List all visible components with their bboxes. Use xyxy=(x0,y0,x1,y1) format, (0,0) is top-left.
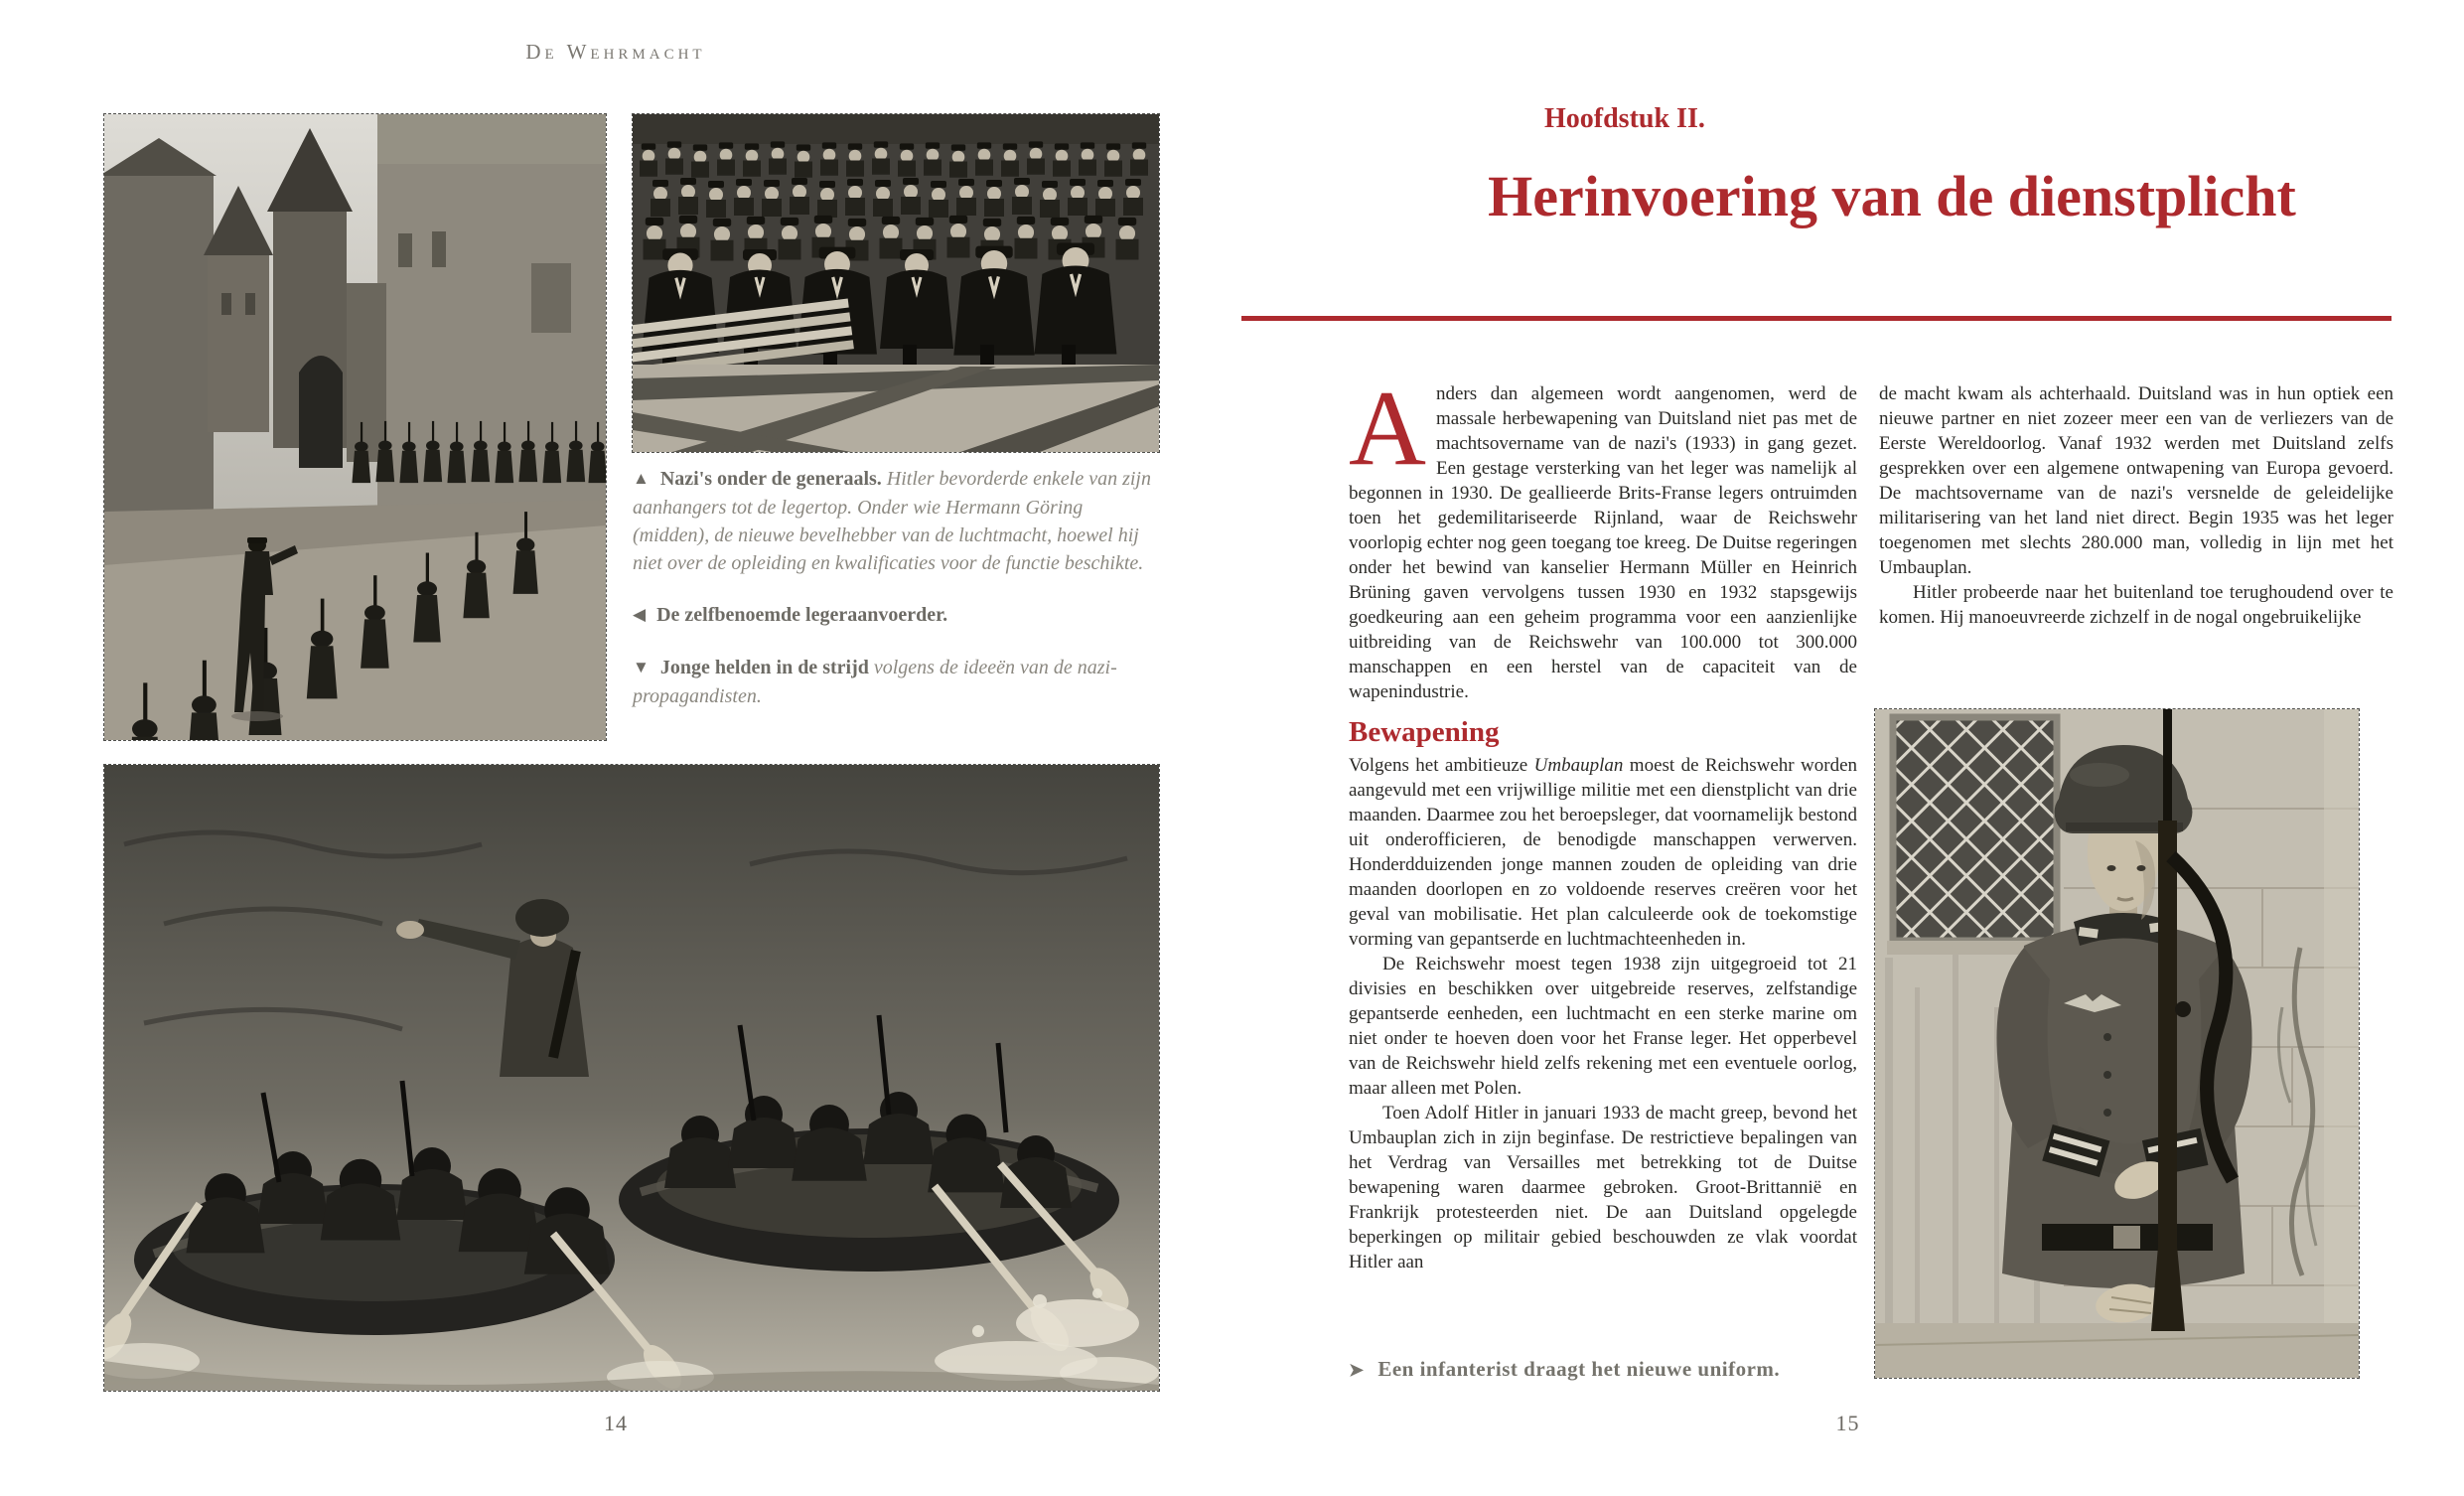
photo-infantryman xyxy=(1875,709,2359,1378)
caption-young-heroes xyxy=(633,654,1159,710)
photo-parade xyxy=(104,114,606,740)
caption-lead: De zelfbenoemde legeraanvoerder. xyxy=(656,604,948,626)
paragraph: Anders dan algemeen wordt aangenomen, werd de massale herbewapening van Duitsland niet pas met de machtsovername van de nazi's (1933) in gang gezet. Een gestage versterking van het leger was namelijk al begonnen in 1930. De geallieerde Brits-Franse legers ontruimden toen het gedemilitariseerde Rijnland, waar de Reichswehr voorlopig echter nog geen toegang toe kreeg. De Duitse regeringen onder het bewind van kanselier Hermann Müller en Heinrich Brüning gaven vervolgens tussen 1930 en 1932 stapsgewijs goedkeuring aan een geheim programma voor een aanzienlijke uitbreiding van de Reichswehr van 100.000 tot 300.000 manschappen en een herstel van de capaciteit van de wapenindustrie. xyxy=(1349,370,1857,702)
section-heading-bewapening: Bewapening xyxy=(1349,716,1500,748)
paragraph: de macht kwam als achterhaald. Duitsland was in hun optiek een nieuwe partner en niet zozeer meer een van de verliezers van de Eerste Wereldoorlog. Vanaf 1932 werden met Duitsland zelfs gesprekken over een algemene ontwapening van Europa gevoerd. De machtsovername van de nazi's versnelde de geleidelijke militarisering van het land niet direct. Begin 1935 was het leger toegenomen met slechts 280.000 man, volledig in lijn met het Umbauplan. xyxy=(1879,383,2393,578)
photo-infantryman-image xyxy=(1875,709,2359,1378)
arrow-left-icon: ◀ xyxy=(633,605,647,624)
paragraph: Toen Adolf Hitler in januari 1933 de macht greep, bevond het Umbauplan zich in zijn beginfase. De restrictieve bepalingen van het Verdrag van Versailles met betrekking tot de Duitse bewapening waren daarmee gebroken. Groot-Brittannië en Frankrijk protesteerden niet. De aan Duitsland opgelegde beperkingen op militair gebied beschouwden ze vlak voordat Hitler aan xyxy=(1349,1103,1857,1272)
caption-text: volgens de ideeën van de nazi-propagandisten. xyxy=(633,657,1117,707)
running-head: De Wehrmacht xyxy=(525,40,706,64)
caption-leader xyxy=(633,601,1159,630)
paragraph: Volgens het ambitieuze Umbauplan moest de Reichswehr worden aangevuld met een vrijwillige militie met een dienstplicht van drie maanden. Daarmee zou het beroepsleger, dat voornamelijk bestond uit onderofficieren, de benodigde manschappen verwerven. Honderdduizenden jonge mannen zouden de opleiding van drie maanden doorlopen en zo voldoende reserves creëren voor het geval van mobilisatie. Het plan calculeerde ook de toekomstige vorming van gepantserde en luchtmachteenheden in. xyxy=(1349,755,1858,950)
body-column-1 xyxy=(1349,370,1858,1274)
lattice-window xyxy=(1887,717,2064,955)
paragraph: De Reichswehr moest tegen 1938 zijn uitgegroeid tot 21 divisies en beschikken over uitgebreide reserves, zelfstandige gepantserde eenheden, een luchtmacht en een sterke marine om niet onder te hoeven doen voor het Franse leger. Het opperbevel van de Reichswehr hield zelfs rekening met een eventuele oorlog, maar alleen met Polen. xyxy=(1349,954,1857,1099)
arrow-right-icon: ➤ xyxy=(1349,1360,1365,1380)
caption-lead: Jonge helden in de strijd xyxy=(659,657,869,678)
caption-text: Hitler bevorderde enkele van zijn aanhangers tot de legertop. Onder wie Hermann Göring (midden), de nieuwe bevelhebber van de luchtmacht, hoewel hij niet over de opleiding en kwalificaties voor de functie beschikte. xyxy=(633,468,1151,574)
photo-generals-image xyxy=(633,114,1159,452)
drop-cap: A xyxy=(1349,370,1426,488)
caption-generals xyxy=(633,465,1159,577)
page-number-left: 14 xyxy=(604,1411,628,1435)
caption-infantryman: ➤ Een infanterist draagt het nieuwe uniform. xyxy=(1349,1357,1781,1381)
patterned-floor xyxy=(633,365,1159,452)
arrow-down-icon: ▼ xyxy=(633,658,650,676)
caption-block xyxy=(633,465,1159,734)
page-number-right: 15 xyxy=(1835,1411,1860,1435)
photo-generals xyxy=(633,114,1159,452)
photo-rafts-image xyxy=(104,765,1159,1391)
photo-rafts-painting xyxy=(104,765,1159,1391)
chapter-kicker: Hoofdstuk II. xyxy=(1544,103,1705,134)
body-column-2 xyxy=(1879,381,2393,630)
photo-parade-image xyxy=(104,114,606,740)
paragraph: Hitler probeerde naar het buitenland toe terughoudend over te komen. Hij manoeuvreerde zichzelf in de nogal ongebruikelijke xyxy=(1879,582,2393,628)
arrow-up-icon: ▲ xyxy=(633,469,650,488)
italic-term: Umbauplan xyxy=(1533,755,1624,776)
pavement xyxy=(1875,1323,2359,1378)
title-rule xyxy=(1241,316,2392,321)
caption-lead: Nazi's onder de generaals. xyxy=(659,468,882,490)
chapter-title: Herinvoering van de dienstplicht xyxy=(1488,164,2296,228)
